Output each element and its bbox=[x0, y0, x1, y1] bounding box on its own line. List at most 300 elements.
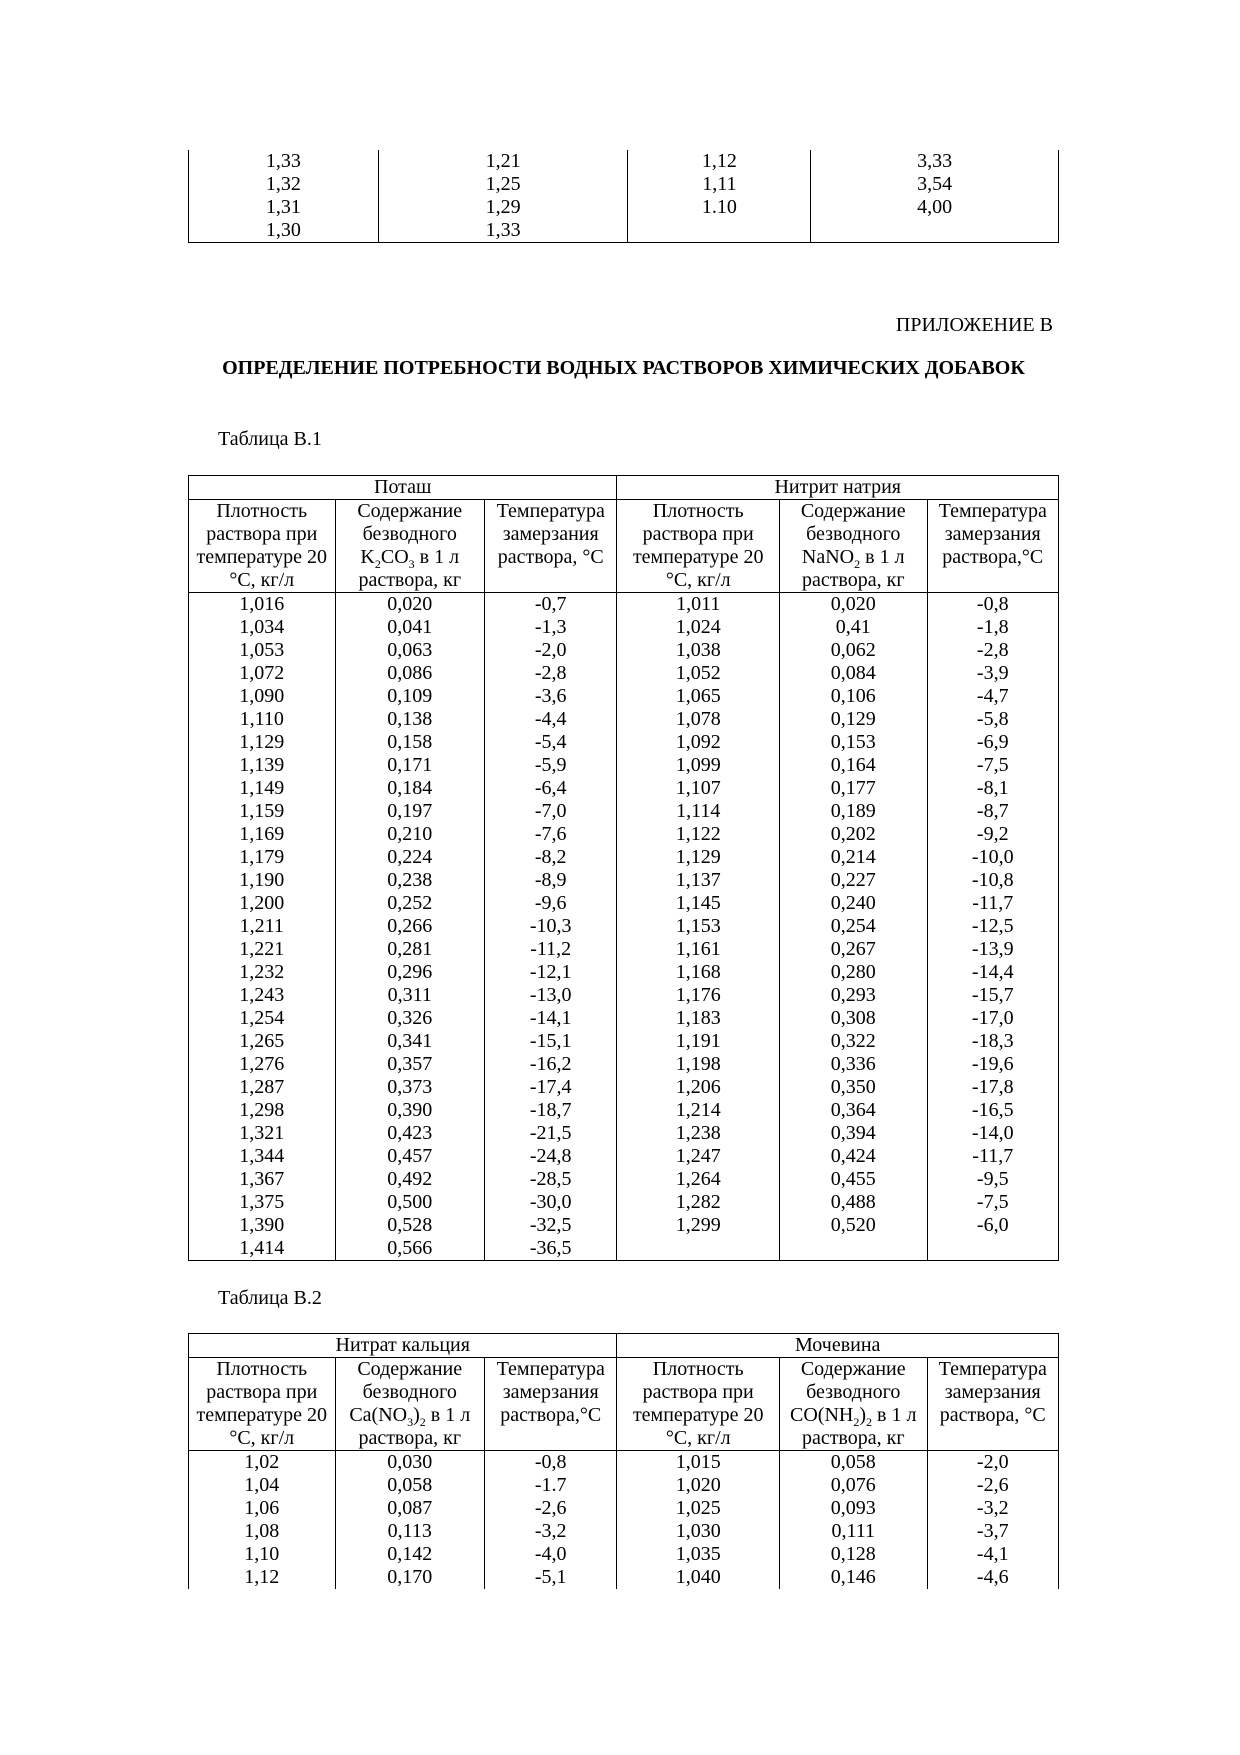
table-cell: -32,5 bbox=[485, 1214, 617, 1237]
table-row bbox=[189, 1053, 1059, 1076]
table-cell: 1,21 bbox=[378, 150, 628, 173]
table-cell: -10,0 bbox=[927, 846, 1059, 869]
table-b2-caption: Таблица В.2 bbox=[218, 1287, 322, 1309]
table-cell: 0,238 bbox=[335, 869, 485, 892]
table-row bbox=[189, 196, 1059, 219]
table-cell: -0,8 bbox=[927, 593, 1059, 617]
table-cell: -36,5 bbox=[485, 1237, 617, 1261]
table-cell: 0,113 bbox=[335, 1520, 485, 1543]
table-cell: 1,30 bbox=[189, 219, 379, 243]
table-cell: 0,240 bbox=[780, 892, 928, 915]
continued-table-body bbox=[189, 150, 1059, 243]
table-cell: 1,072 bbox=[189, 662, 336, 685]
table-row bbox=[189, 1543, 1059, 1566]
table-cell: -1.7 bbox=[485, 1474, 617, 1497]
table-cell: 1,247 bbox=[617, 1145, 780, 1168]
table-cell: 1,024 bbox=[617, 616, 780, 639]
table-cell: 0,030 bbox=[335, 1451, 485, 1475]
table-cell: 0,158 bbox=[335, 731, 485, 754]
table-cell: 1,153 bbox=[617, 915, 780, 938]
table-cell: -4,7 bbox=[927, 685, 1059, 708]
table-cell: 0,062 bbox=[780, 639, 928, 662]
header-text: Содержание безводного CO(NH bbox=[790, 1358, 906, 1426]
table-cell: 0,311 bbox=[335, 984, 485, 1007]
subscript: 2 bbox=[374, 557, 381, 571]
table-row bbox=[189, 1474, 1059, 1497]
table-cell: -17,0 bbox=[927, 1007, 1059, 1030]
table-cell: 3,54 bbox=[811, 173, 1059, 196]
table-cell: 0,267 bbox=[780, 938, 928, 961]
table-cell: 1,145 bbox=[617, 892, 780, 915]
table-cell: 0,227 bbox=[780, 869, 928, 892]
table-cell: -2,0 bbox=[485, 639, 617, 662]
table-cell: -12,5 bbox=[927, 915, 1059, 938]
table-cell: 1,31 bbox=[189, 196, 379, 219]
table-cell: 1,390 bbox=[189, 1214, 336, 1237]
table-cell: 0,488 bbox=[780, 1191, 928, 1214]
table-cell: -7,5 bbox=[927, 754, 1059, 777]
table-row bbox=[189, 777, 1059, 800]
table-cell: -4,6 bbox=[927, 1566, 1059, 1589]
table-cell: 1,114 bbox=[617, 800, 780, 823]
table-cell: 1,344 bbox=[189, 1145, 336, 1168]
table-cell: 1,200 bbox=[189, 892, 336, 915]
table-cell: 0,266 bbox=[335, 915, 485, 938]
table-cell: 1.10 bbox=[628, 196, 811, 219]
col-header-density-right: Плотность раствора при температуре 20 °С, кг/л bbox=[617, 500, 780, 593]
table-cell: 1,053 bbox=[189, 639, 336, 662]
col-header-density: Плотность раствора при температуре 20 °С, кг/л bbox=[189, 500, 336, 593]
table-cell: -30,0 bbox=[485, 1191, 617, 1214]
table-cell: -11,7 bbox=[927, 892, 1059, 915]
table-cell: -17,8 bbox=[927, 1076, 1059, 1099]
table-cell: -5,4 bbox=[485, 731, 617, 754]
table-row bbox=[189, 1099, 1059, 1122]
table-cell: 1,33 bbox=[378, 219, 628, 243]
table-cell: 1,065 bbox=[617, 685, 780, 708]
table-row bbox=[189, 823, 1059, 846]
continued-table bbox=[188, 150, 1059, 243]
table-cell: -11,2 bbox=[485, 938, 617, 961]
table-cell: 1,25 bbox=[378, 173, 628, 196]
table-row bbox=[189, 1076, 1059, 1099]
table-cell: 1,276 bbox=[189, 1053, 336, 1076]
table-b2 bbox=[188, 1333, 1059, 1589]
table-cell: 1,149 bbox=[189, 777, 336, 800]
table-row bbox=[189, 938, 1059, 961]
table-cell: 1,243 bbox=[189, 984, 336, 1007]
table-cell: 1,020 bbox=[617, 1474, 780, 1497]
table-cell: -12,1 bbox=[485, 961, 617, 984]
table-cell: -24,8 bbox=[485, 1145, 617, 1168]
table-cell: 0,109 bbox=[335, 685, 485, 708]
table-cell: -18,7 bbox=[485, 1099, 617, 1122]
table-cell: -5,9 bbox=[485, 754, 617, 777]
header-text: ) bbox=[413, 1404, 420, 1426]
table-cell: 0,177 bbox=[780, 777, 928, 800]
table-cell: 1,04 bbox=[189, 1474, 336, 1497]
table-cell: 0,197 bbox=[335, 800, 485, 823]
table-cell: 1,32 bbox=[189, 173, 379, 196]
table-row bbox=[189, 731, 1059, 754]
appendix-label: ПРИЛОЖЕНИЕ В bbox=[895, 314, 1053, 336]
table-cell: 1,232 bbox=[189, 961, 336, 984]
table-cell: 1,159 bbox=[189, 800, 336, 823]
table-cell: -9,2 bbox=[927, 823, 1059, 846]
table-cell: 0,308 bbox=[780, 1007, 928, 1030]
table-row bbox=[189, 662, 1059, 685]
col-header-content-urea bbox=[780, 1358, 928, 1451]
table-cell: 0,424 bbox=[780, 1145, 928, 1168]
table-cell: -15,7 bbox=[927, 984, 1059, 1007]
table-cell: 0,254 bbox=[780, 915, 928, 938]
table-cell: -21,5 bbox=[485, 1122, 617, 1145]
table-cell: -2,6 bbox=[485, 1497, 617, 1520]
table-cell: -14,4 bbox=[927, 961, 1059, 984]
table-row bbox=[189, 1214, 1059, 1237]
table-cell: 1,161 bbox=[617, 938, 780, 961]
table-cell: -3,2 bbox=[485, 1520, 617, 1543]
table-cell: -3,6 bbox=[485, 685, 617, 708]
table-cell: -18,3 bbox=[927, 1030, 1059, 1053]
table-cell: -7,0 bbox=[485, 800, 617, 823]
table-cell: 0,093 bbox=[780, 1497, 928, 1520]
table-cell: 0,020 bbox=[780, 593, 928, 617]
table-cell: -9,6 bbox=[485, 892, 617, 915]
table-cell: 4,00 bbox=[811, 196, 1059, 219]
table-cell: 0,171 bbox=[335, 754, 485, 777]
table-cell: 1,038 bbox=[617, 639, 780, 662]
table-row bbox=[189, 1168, 1059, 1191]
table-cell: 1,367 bbox=[189, 1168, 336, 1191]
table-cell: 0,357 bbox=[335, 1053, 485, 1076]
table-cell: 0,041 bbox=[335, 616, 485, 639]
table-cell: 1,078 bbox=[617, 708, 780, 731]
table-cell: 1,191 bbox=[617, 1030, 780, 1053]
table-row bbox=[189, 869, 1059, 892]
table-cell: -17,4 bbox=[485, 1076, 617, 1099]
table-cell: 0,138 bbox=[335, 708, 485, 731]
table-cell: 1,198 bbox=[617, 1053, 780, 1076]
subscript: 3 bbox=[408, 557, 415, 571]
table-cell: 1,110 bbox=[189, 708, 336, 731]
table-cell: 1,040 bbox=[617, 1566, 780, 1589]
table-cell: 1,139 bbox=[189, 754, 336, 777]
table-cell: -4,4 bbox=[485, 708, 617, 731]
table-cell: -13,0 bbox=[485, 984, 617, 1007]
table-cell: 1,414 bbox=[189, 1237, 336, 1261]
table-cell: 1,254 bbox=[189, 1007, 336, 1030]
header-text: в 1 л раствора, кг bbox=[801, 546, 905, 591]
table-row bbox=[189, 892, 1059, 915]
table-cell: -5,8 bbox=[927, 708, 1059, 731]
header-text: Содержание безводного NaNO bbox=[800, 500, 906, 568]
table-cell: 1,025 bbox=[617, 1497, 780, 1520]
header-text: Содержание безводного Ca(NO bbox=[349, 1358, 463, 1426]
table-row bbox=[189, 708, 1059, 731]
table-cell: 0,086 bbox=[335, 662, 485, 685]
table-cell: 0,142 bbox=[335, 1543, 485, 1566]
table-cell: -16,5 bbox=[927, 1099, 1059, 1122]
table-b1-body bbox=[189, 593, 1059, 1261]
table-cell: 1,035 bbox=[617, 1543, 780, 1566]
table-cell: 0,566 bbox=[335, 1237, 485, 1261]
table-cell: 0,058 bbox=[780, 1451, 928, 1475]
table-cell: -6,9 bbox=[927, 731, 1059, 754]
table-row bbox=[189, 754, 1059, 777]
table-cell: -8,9 bbox=[485, 869, 617, 892]
group-header-potash: Поташ bbox=[189, 476, 617, 500]
table-row bbox=[189, 150, 1059, 173]
table-cell: -1,8 bbox=[927, 616, 1059, 639]
table-cell bbox=[628, 219, 811, 243]
subscript: 2 bbox=[853, 1415, 860, 1429]
table-cell: 0,492 bbox=[335, 1168, 485, 1191]
table-cell: 1,282 bbox=[617, 1191, 780, 1214]
table-cell: 0,189 bbox=[780, 800, 928, 823]
table-cell: 0,394 bbox=[780, 1122, 928, 1145]
subscript: 2 bbox=[419, 1415, 426, 1429]
table-cell: 0,281 bbox=[335, 938, 485, 961]
table-cell: -14,0 bbox=[927, 1122, 1059, 1145]
table-cell: -1,3 bbox=[485, 616, 617, 639]
table-cell: -11,7 bbox=[927, 1145, 1059, 1168]
table-cell: -7,6 bbox=[485, 823, 617, 846]
table-cell: 1,287 bbox=[189, 1076, 336, 1099]
table-cell: 1,034 bbox=[189, 616, 336, 639]
subscript: 3 bbox=[407, 1415, 414, 1429]
table-b1-caption: Таблица В.1 bbox=[218, 428, 322, 450]
table-cell: 0,280 bbox=[780, 961, 928, 984]
table-cell: -8,1 bbox=[927, 777, 1059, 800]
table-cell: 1,375 bbox=[189, 1191, 336, 1214]
table-cell: -3,2 bbox=[927, 1497, 1059, 1520]
table-row bbox=[189, 1520, 1059, 1543]
table-cell: -28,5 bbox=[485, 1168, 617, 1191]
table-cell: 0,020 bbox=[335, 593, 485, 617]
table-cell: -9,5 bbox=[927, 1168, 1059, 1191]
table-cell: 0,423 bbox=[335, 1122, 485, 1145]
table-cell: 1,214 bbox=[617, 1099, 780, 1122]
header-text: ) bbox=[859, 1404, 867, 1426]
table-cell: 1,052 bbox=[617, 662, 780, 685]
table-row bbox=[189, 639, 1059, 662]
table-row bbox=[189, 173, 1059, 196]
table-cell: -2,0 bbox=[927, 1451, 1059, 1475]
table-cell: 0,500 bbox=[335, 1191, 485, 1214]
table-cell: 0,058 bbox=[335, 1474, 485, 1497]
table-row bbox=[189, 1122, 1059, 1145]
table-cell: 0,528 bbox=[335, 1214, 485, 1237]
table-cell: 1,011 bbox=[617, 593, 780, 617]
table-cell: 3,33 bbox=[811, 150, 1059, 173]
table-cell: 1,211 bbox=[189, 915, 336, 938]
table-cell: 1,12 bbox=[628, 150, 811, 173]
table-cell: 1,107 bbox=[617, 777, 780, 800]
table-cell: 1,090 bbox=[189, 685, 336, 708]
table-cell: 0,520 bbox=[780, 1214, 928, 1237]
table-cell: 1,238 bbox=[617, 1122, 780, 1145]
col-header-freezing-temp-right: Температура замерзания раствора, °С bbox=[927, 1358, 1059, 1451]
table-cell: 1,169 bbox=[189, 823, 336, 846]
table-cell: 1,129 bbox=[189, 731, 336, 754]
col-header-content-cano3 bbox=[335, 1358, 485, 1451]
header-text: в 1 л раствора, кг bbox=[801, 1404, 917, 1449]
header-text: в 1 л раствора, кг bbox=[358, 1404, 471, 1449]
table-row bbox=[189, 593, 1059, 617]
table-row bbox=[189, 961, 1059, 984]
table-cell: 0,455 bbox=[780, 1168, 928, 1191]
table-cell: -6,4 bbox=[485, 777, 617, 800]
table-cell: -6,0 bbox=[927, 1214, 1059, 1237]
table-cell: -19,6 bbox=[927, 1053, 1059, 1076]
table-cell: 1,221 bbox=[189, 938, 336, 961]
table-cell: 1,092 bbox=[617, 731, 780, 754]
table-cell: 1,190 bbox=[189, 869, 336, 892]
table-cell: -4,0 bbox=[485, 1543, 617, 1566]
table-cell: 0,296 bbox=[335, 961, 485, 984]
table-cell: 1,06 bbox=[189, 1497, 336, 1520]
table-cell: -7,5 bbox=[927, 1191, 1059, 1214]
table-cell: 0,373 bbox=[335, 1076, 485, 1099]
table-cell: 0,202 bbox=[780, 823, 928, 846]
table-cell: 1,264 bbox=[617, 1168, 780, 1191]
table-cell: 1,29 bbox=[378, 196, 628, 219]
table-cell: 0,164 bbox=[780, 754, 928, 777]
table-cell: 1,015 bbox=[617, 1451, 780, 1475]
table-cell: 0,350 bbox=[780, 1076, 928, 1099]
table-row bbox=[189, 1451, 1059, 1475]
table-row bbox=[189, 685, 1059, 708]
table-cell: 1,168 bbox=[617, 961, 780, 984]
table-cell: 1,298 bbox=[189, 1099, 336, 1122]
table-cell: 0,293 bbox=[780, 984, 928, 1007]
table-row bbox=[189, 1497, 1059, 1520]
table-cell: 1,030 bbox=[617, 1520, 780, 1543]
table-cell: 1,33 bbox=[189, 150, 379, 173]
table-cell: 0,146 bbox=[780, 1566, 928, 1589]
table-cell: 0,063 bbox=[335, 639, 485, 662]
table-cell: 0,364 bbox=[780, 1099, 928, 1122]
table-cell: -3,9 bbox=[927, 662, 1059, 685]
table-cell: 0,128 bbox=[780, 1543, 928, 1566]
table-row bbox=[189, 1237, 1059, 1261]
table-row bbox=[189, 219, 1059, 243]
section-heading: ОПРЕДЕЛЕНИЕ ПОТРЕБНОСТИ ВОДНЫХ РАСТВОРОВ ХИМИЧЕСКИХ ДОБАВОК bbox=[222, 357, 1025, 379]
table-row bbox=[189, 800, 1059, 823]
table-row bbox=[189, 1191, 1059, 1214]
table-cell: -16,2 bbox=[485, 1053, 617, 1076]
table-cell: -13,9 bbox=[927, 938, 1059, 961]
table-cell: 1,299 bbox=[617, 1214, 780, 1237]
table-cell: 1,206 bbox=[617, 1076, 780, 1099]
table-row bbox=[189, 1145, 1059, 1168]
table-cell: 0,390 bbox=[335, 1099, 485, 1122]
col-header-freezing-temp-right: Температура замерзания раствора,°С bbox=[927, 500, 1059, 593]
table-row bbox=[189, 1566, 1059, 1589]
table-cell: -0,7 bbox=[485, 593, 617, 617]
group-header-urea: Мочевина bbox=[617, 1334, 1059, 1358]
table-cell: 0,341 bbox=[335, 1030, 485, 1053]
table-cell: -0,8 bbox=[485, 1451, 617, 1475]
table-cell: 1,183 bbox=[617, 1007, 780, 1030]
table-cell: 0,153 bbox=[780, 731, 928, 754]
group-header-calcium-nitrate: Нитрат кальция bbox=[189, 1334, 617, 1358]
table-cell: 1,02 bbox=[189, 1451, 336, 1475]
table-cell: 0,129 bbox=[780, 708, 928, 731]
subscript: 2 bbox=[854, 557, 861, 571]
table-cell: 0,111 bbox=[780, 1520, 928, 1543]
table-b2-body bbox=[189, 1451, 1059, 1590]
table-cell: -5,1 bbox=[485, 1566, 617, 1589]
table-cell: 1,08 bbox=[189, 1520, 336, 1543]
subscript: 2 bbox=[866, 1415, 873, 1429]
table-cell: -10,3 bbox=[485, 915, 617, 938]
table-cell: 0,336 bbox=[780, 1053, 928, 1076]
table-cell: -2,8 bbox=[485, 662, 617, 685]
table-cell bbox=[617, 1237, 780, 1261]
table-cell: 0,087 bbox=[335, 1497, 485, 1520]
table-cell: -2,6 bbox=[927, 1474, 1059, 1497]
col-header-freezing-temp: Температура замерзания раствора, °С bbox=[485, 500, 617, 593]
group-header-sodium-nitrite: Нитрит натрия bbox=[617, 476, 1059, 500]
table-cell: 0,457 bbox=[335, 1145, 485, 1168]
table-cell: 1,11 bbox=[628, 173, 811, 196]
table-cell: 1,12 bbox=[189, 1566, 336, 1589]
table-cell: -8,7 bbox=[927, 800, 1059, 823]
header-text: CO bbox=[380, 546, 409, 568]
table-cell: -14,1 bbox=[485, 1007, 617, 1030]
table-cell: 0,214 bbox=[780, 846, 928, 869]
table-cell: 1,179 bbox=[189, 846, 336, 869]
table-cell: 0,084 bbox=[780, 662, 928, 685]
col-header-content-nano2 bbox=[780, 500, 928, 593]
table-cell: 1,265 bbox=[189, 1030, 336, 1053]
col-header-density: Плотность раствора при температуре 20 °С, кг/л bbox=[189, 1358, 336, 1451]
table-row bbox=[189, 1030, 1059, 1053]
table-row bbox=[189, 846, 1059, 869]
col-header-density-right: Плотность раствора при температуре 20 °С, кг/л bbox=[617, 1358, 780, 1451]
header-text: в 1 л раствора, кг bbox=[358, 546, 462, 591]
table-cell: 1,10 bbox=[189, 1543, 336, 1566]
table-cell: 1,176 bbox=[617, 984, 780, 1007]
table-cell: -3,7 bbox=[927, 1520, 1059, 1543]
table-row bbox=[189, 915, 1059, 938]
table-cell: 1,122 bbox=[617, 823, 780, 846]
table-cell: -8,2 bbox=[485, 846, 617, 869]
header-text: Содержание безводного K bbox=[357, 500, 463, 568]
table-cell: 0,184 bbox=[335, 777, 485, 800]
table-b1 bbox=[188, 475, 1059, 1261]
table-cell: 1,137 bbox=[617, 869, 780, 892]
table-cell: 0,076 bbox=[780, 1474, 928, 1497]
table-cell: 0,170 bbox=[335, 1566, 485, 1589]
table-cell: 1,129 bbox=[617, 846, 780, 869]
table-cell: -4,1 bbox=[927, 1543, 1059, 1566]
col-header-content-k2co3 bbox=[335, 500, 485, 593]
table-cell bbox=[927, 1237, 1059, 1261]
table-cell: 0,326 bbox=[335, 1007, 485, 1030]
table-cell bbox=[811, 219, 1059, 243]
table-cell: 1,016 bbox=[189, 593, 336, 617]
col-header-freezing-temp: Температура замерзания раствора,°С bbox=[485, 1358, 617, 1451]
table-row bbox=[189, 1007, 1059, 1030]
table-cell: -15,1 bbox=[485, 1030, 617, 1053]
table-cell: 0,252 bbox=[335, 892, 485, 915]
table-cell bbox=[780, 1237, 928, 1261]
table-cell: 1,099 bbox=[617, 754, 780, 777]
table-cell: -2,8 bbox=[927, 639, 1059, 662]
